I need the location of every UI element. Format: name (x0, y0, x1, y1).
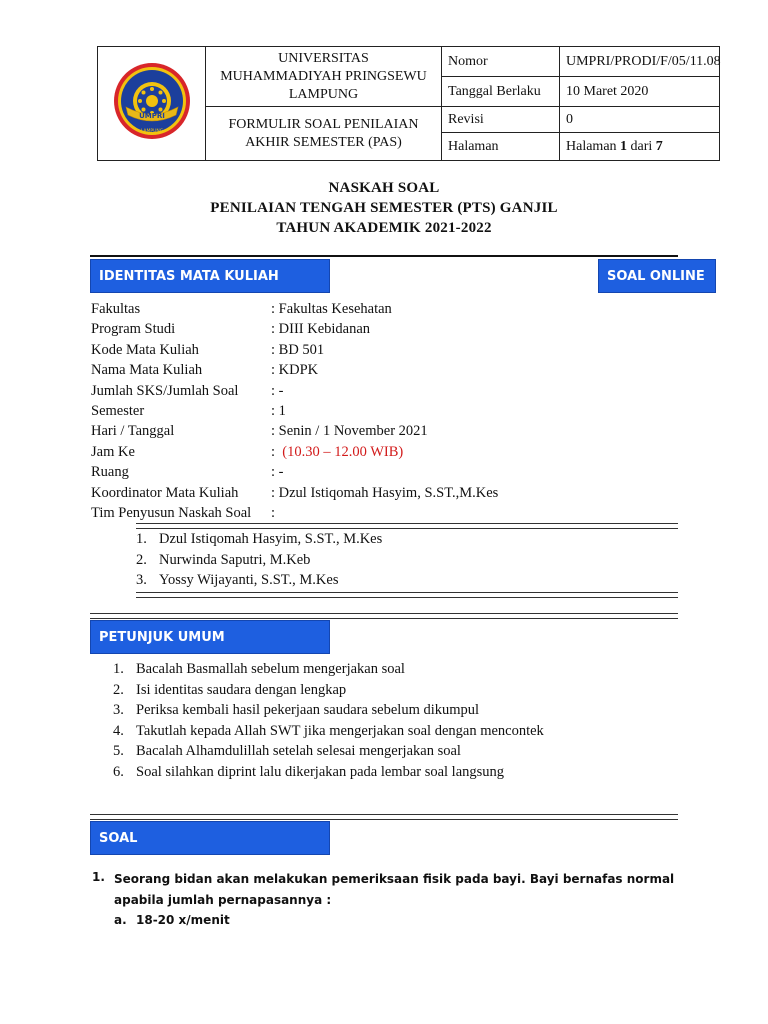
divider (90, 613, 678, 619)
jam-highlight: (10.30 – 12.00 WIB) (282, 443, 404, 460)
header-table (97, 46, 720, 161)
nomor-value: UMPRI/PRODI/F/05/11.08 (560, 47, 720, 77)
divider (136, 592, 678, 598)
list-item: 1. Bacalah Basmallah sebelum mengerjakan soal (113, 661, 405, 677)
list-item: 2. Isi identitas saudara dengan lengkap (113, 681, 347, 698)
question-number: 1. (92, 870, 105, 884)
university-seal-icon (112, 61, 192, 141)
seal-bottom-text: LAMPUNG (140, 129, 163, 134)
tanggal-value: 10 Maret 2020 (560, 77, 720, 107)
list-item: 6. Soal silahkan diprint lalu dikerjakan pada lembar soal langsung (113, 763, 505, 780)
tim-list (136, 529, 382, 591)
form-title: FORMULIR SOAL PENILAIAN AKHIR SEMESTER (PAS) (206, 107, 442, 161)
section-petunjuk-heading: PETUNJUK UMUM (90, 620, 330, 654)
divider (90, 814, 678, 820)
question-text: Seorang bidan akan melakukan pemeriksaan fisik pada bayi. Bayi bernafas normal apabila jumlah pernapasannya : (114, 872, 675, 907)
logo-cell (98, 47, 206, 161)
halaman-value: Halaman 1 dari 7 (560, 133, 720, 161)
soal-online-badge: SOAL ONLINE (598, 259, 716, 293)
seal-center-text: UMPRI (138, 112, 165, 120)
divider (90, 255, 678, 257)
list-item: 2. Nurwinda Saputri, M.Keb (136, 551, 311, 568)
university-name: UNIVERSITAS MUHAMMADIYAH PRINGSEWU LAMPUNG (206, 47, 442, 107)
title-line-2: PENILAIAN TENGAH SEMESTER (PTS) GANJIL (210, 200, 558, 216)
title-line-3: TAHUN AKADEMIK 2021-2022 (276, 220, 492, 236)
petunjuk-list (113, 659, 544, 782)
section-identitas-heading: IDENTITAS MATA KULIAH (90, 259, 330, 293)
section-soal-heading: SOAL (90, 821, 330, 855)
title-line-1: NASKAH SOAL (328, 180, 440, 196)
revisi-value: 0 (560, 107, 720, 133)
nomor-label: Nomor (442, 47, 560, 77)
list-item: 5. Bacalah Alhamdulillah setelah selesai mengerjakan soal (113, 743, 461, 759)
list-item: 4. Takutlah kepada Allah SWT jika mengerjakan soal dengan mencontek (113, 722, 544, 739)
halaman-label: Halaman (442, 133, 560, 161)
revisi-label: Revisi (442, 107, 560, 133)
list-item: 1. Dzul Istiqomah Hasyim, S.ST., M.Kes (136, 531, 383, 547)
list-item: 3. Yossy Wijayanti, S.ST., M.Kes (136, 572, 339, 588)
list-item: 3. Periksa kembali hasil pekerjaan saudara sebelum dikumpul (113, 702, 480, 718)
tanggal-label: Tanggal Berlaku (442, 77, 560, 107)
document-title (0, 178, 768, 238)
